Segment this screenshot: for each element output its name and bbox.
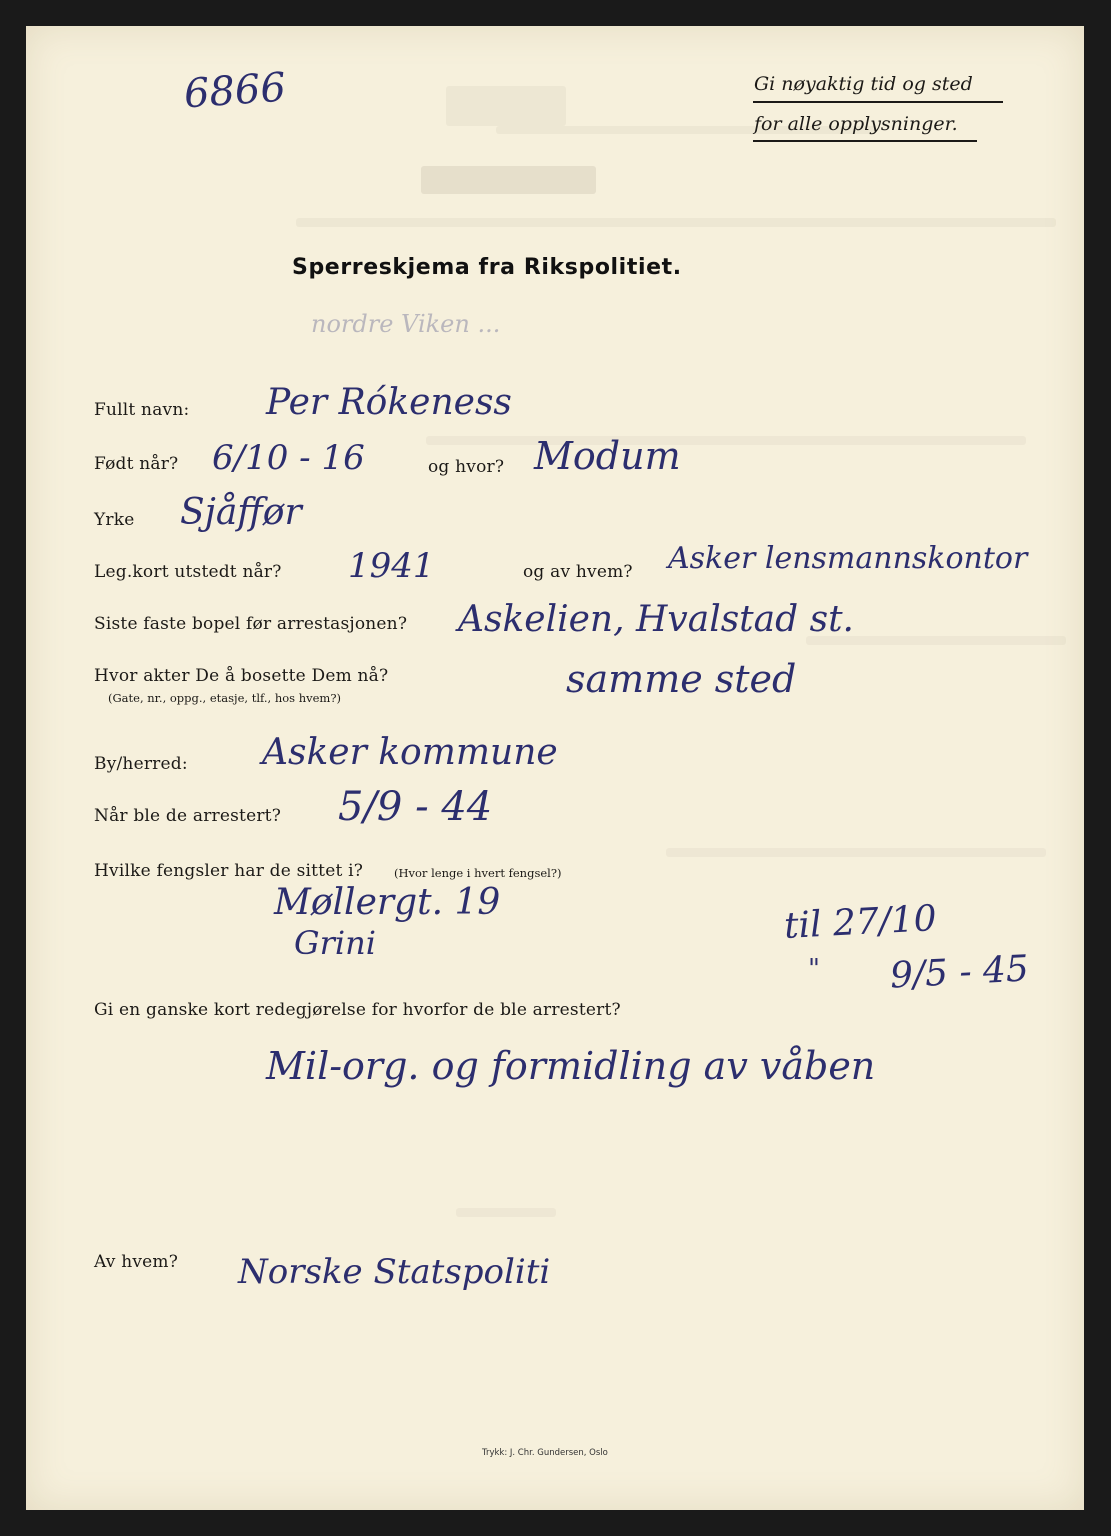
prison-2-ditto: " <box>808 954 820 984</box>
prison-2-name: Grini <box>294 924 376 962</box>
full-name-value: Per Rókeness <box>266 382 512 423</box>
form-title: Sperreskjema fra Rikspolitiet. <box>292 255 682 280</box>
settle-sublabel: (Gate, nr., oppg., etasje, tlf., hos hvem?) <box>108 691 341 705</box>
last-residence-label: Siste faste bopel før arrestasjonen? <box>94 614 408 634</box>
arrest-reason-label: Gi en ganske kort redegjørelse for hvorfor de ble arrestert? <box>94 1000 621 1020</box>
id-card-issued-value: 1941 <box>348 546 435 586</box>
prison-1-name: Møllergt. 19 <box>274 882 501 923</box>
notice-rule-1 <box>753 101 1003 103</box>
occupation-value: Sjåffør <box>180 492 302 533</box>
ghost-line-3 <box>426 436 1026 445</box>
arrested-by-label: Av hvem? <box>94 1252 179 1272</box>
ghost-line-2 <box>296 218 1056 227</box>
ghost-mark-top <box>421 166 596 194</box>
arrested-by-value: Norske Statspoliti <box>238 1252 551 1292</box>
faint-handwriting: nordre Viken ... <box>311 310 501 338</box>
form-page <box>26 26 1084 1510</box>
ghost-line-6 <box>456 1208 556 1217</box>
born-where-label: og hvor? <box>428 457 505 477</box>
settle-label: Hvor akter De å bosette Dem nå? <box>94 666 389 686</box>
prison-2-period: 9/5 - 45 <box>889 948 1030 997</box>
born-when-value: 6/10 - 16 <box>212 438 365 478</box>
id-card-issuer-label: og av hvem? <box>523 562 633 582</box>
arrest-reason-value: Mil-org. og formidling av våben <box>266 1044 876 1088</box>
prisons-sublabel: (Hvor lenge i hvert fengsel?) <box>394 866 562 880</box>
occupation-label: Yrke <box>94 510 135 530</box>
arrested-date-label: Når ble de arrestert? <box>94 806 282 826</box>
full-name-label: Fullt navn: <box>94 400 190 420</box>
born-when-label: Født når? <box>94 454 179 474</box>
id-card-issued-label: Leg.kort utstedt når? <box>94 562 282 582</box>
ghost-line-5 <box>666 848 1046 857</box>
notice-line-2: for alle opplysninger. <box>754 113 958 135</box>
last-residence-value: Askelien, Hvalstad st. <box>458 599 854 640</box>
document-number: 6866 <box>182 64 288 118</box>
born-where-value: Modum <box>534 434 681 478</box>
prison-1-period: til 27/10 <box>783 898 938 947</box>
notice-rule-2 <box>753 140 977 142</box>
id-card-issuer-value: Asker lensmannskontor <box>668 541 1028 576</box>
settle-value: samme sted <box>566 657 797 701</box>
prisons-label: Hvilke fengsler har de sittet i? <box>94 861 364 881</box>
municipality-value: Asker kommune <box>262 732 558 773</box>
ghost-mark-top-2 <box>446 86 566 126</box>
municipality-label: By/herred: <box>94 754 188 774</box>
arrested-date-value: 5/9 - 44 <box>338 784 493 830</box>
printer-imprint: Trykk: J. Chr. Gundersen, Oslo <box>482 1448 608 1458</box>
notice-line-1: Gi nøyaktig tid og sted <box>754 73 973 95</box>
